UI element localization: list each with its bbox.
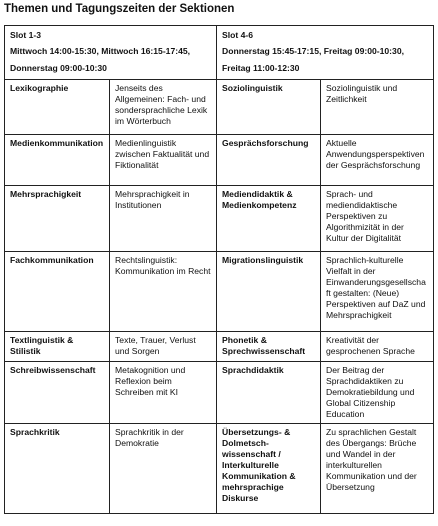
sections-schedule-table <box>4 25 434 514</box>
section-topic: Jenseits des Allgemeinen: Fach- und sondersprachliche Lexik im Wörterbuch <box>110 80 217 135</box>
section-topic: Soziolinguistik und Zeitlichkeit <box>321 80 434 135</box>
slot-header-row <box>5 26 434 80</box>
section-name: Soziolinguistik <box>217 80 321 135</box>
slot-time: Donnerstag 09:00-10:30 <box>10 62 107 73</box>
section-topic: Metakognition und Reflexion beim Schreiben mit KI <box>110 362 217 424</box>
table-row <box>5 252 434 332</box>
section-topic: Texte, Trauer, Verlust und Sorgen <box>110 332 217 362</box>
table-row <box>5 424 434 514</box>
section-name: Sprachkritik <box>5 424 110 514</box>
section-name: Übersetzungs- & Dolmetsch-wissenschaft / Interkulturelle Kommunikation & mehrsprachige Diskurse <box>217 424 321 514</box>
section-name: Lexikographie <box>5 80 110 135</box>
slot-label: Slot 4-6 <box>222 30 254 40</box>
section-name: Migrationslinguistik <box>217 252 321 332</box>
section-topic: Aktuelle Anwendungsperspektiven der Gesprächsforschung <box>321 135 434 186</box>
slot-header-right <box>217 26 434 80</box>
section-name: Fachkommunikation <box>5 252 110 332</box>
section-topic: Sprach- und mediendidaktische Perspektiven zu Algorithmizität in der Kultur der Digitalität <box>321 186 434 252</box>
section-topic: Mehrsprachigkeit in Institutionen <box>110 186 217 252</box>
section-topic: Kreativität der gesprochenen Sprache <box>321 332 434 362</box>
section-name: Schreibwissenschaft <box>5 362 110 424</box>
table-row <box>5 362 434 424</box>
section-topic: Sprachkritik in der Demokratie <box>110 424 217 514</box>
slot-label: Slot 1-3 <box>10 30 42 40</box>
slot-header-left <box>5 26 217 80</box>
section-topic: Der Beitrag der Sprachdidaktiken zu Demokratiebildung und Global Citizenship Education <box>321 362 434 424</box>
table-row <box>5 186 434 252</box>
section-name: Sprachdidaktik <box>217 362 321 424</box>
slot-time: Mittwoch 14:00-15:30, Mittwoch 16:15-17:45, <box>10 46 191 57</box>
section-name: Mediendidaktik & Medienkompetenz <box>217 186 321 252</box>
section-name: Textlinguistik & Stilistik <box>5 332 110 362</box>
table-row <box>5 332 434 362</box>
table-row <box>5 80 434 135</box>
slot-time: Donnerstag 15:45-17:15, Freitag 09:00-10:30, <box>222 46 404 57</box>
section-name: Medienkommunikation <box>5 135 110 186</box>
section-topic: Medienlinguistik zwischen Faktualität und Fiktionalität <box>110 135 217 186</box>
page-title: Themen und Tagungszeiten der Sektionen <box>4 3 235 15</box>
section-name: Phonetik & Sprechwissenschaft <box>217 332 321 362</box>
section-name: Gesprächsforschung <box>217 135 321 186</box>
section-name: Mehrsprachigkeit <box>5 186 110 252</box>
section-topic: Rechtslinguistik: Kommunikation im Recht <box>110 252 217 332</box>
section-topic: Zu sprachlichen Gestalt des Übergangs: Brüche und Wandel in der interkulturellen Kommunikation und der Übersetzung <box>321 424 434 514</box>
slot-time: Freitag 11:00-12:30 <box>222 62 300 73</box>
table-row <box>5 135 434 186</box>
section-topic: Sprachlich-kulturelle Vielfalt in der Einwanderungsgesellschaft gestalten: (Neue) Perspektiven auf DaZ und Mehrsprachigkeit <box>321 252 434 332</box>
